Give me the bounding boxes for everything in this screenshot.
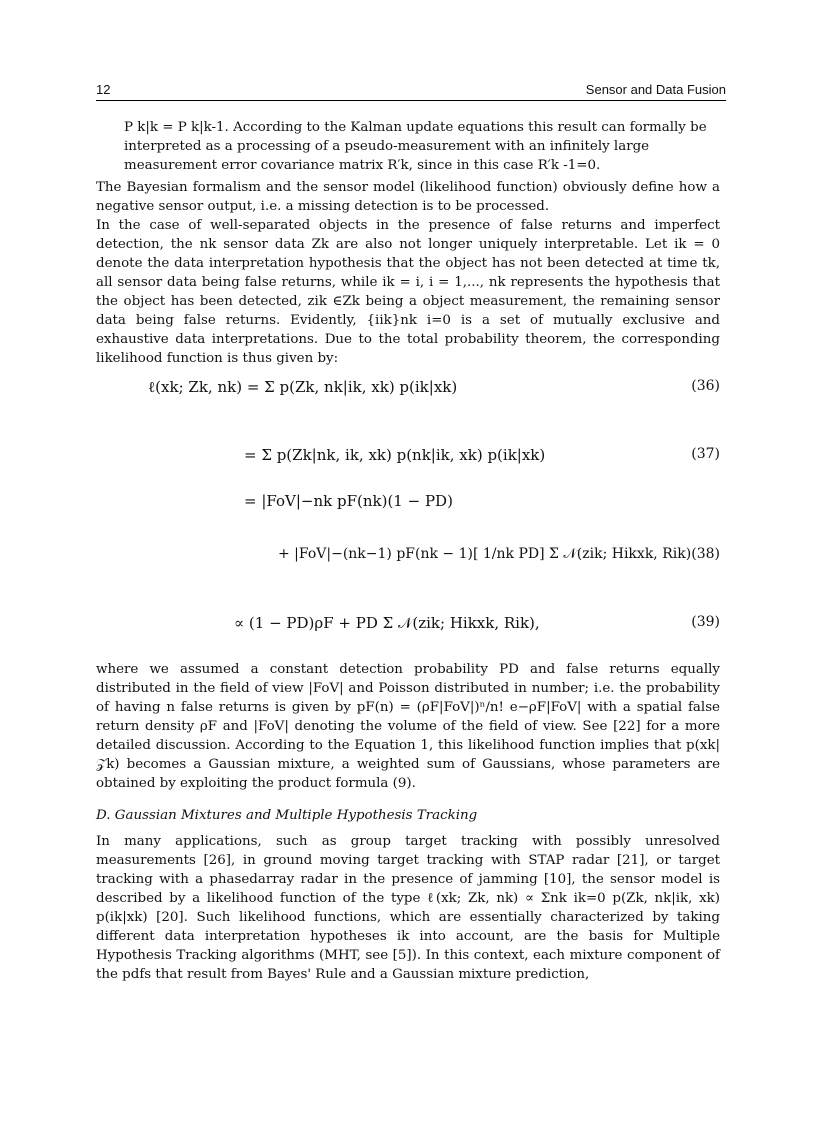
- equation-39-number: (39): [691, 614, 720, 630]
- equation-37-number: (37): [691, 446, 720, 462]
- page-number: 12: [96, 82, 111, 97]
- paragraph-1: The Bayesian formalism and the sensor model (likelihood function) obviously define how a negative sensor output, i.e. a missing detection is to be processed.: [96, 180, 720, 214]
- paragraph-2: In the case of well-separated objects in the presence of false returns and imperfect detection, the nk sensor data Zk are also not longer uniquely interpretable. Let ik = 0 denote the data interpretation hypothesis that the object has not been detected at time tk, all sensor data being false returns, while ik = i, i = 1,..., nk represents the hypothesis that the object has been detected, zik ∈Zk being a object measurement, the remaining sensor data being false returns. Evidently, {iik}nk i=0 is a set of mutually exclusive and exhaustive data interpretations. Due to the total probability theorem, the corresponding likelihood function is thus given by:: [96, 218, 720, 366]
- running-title: Sensor and Data Fusion: [585, 82, 726, 97]
- paragraph-3: where we assumed a constant detection probability PD and false returns equally distributed in the field of view |FoV| and Poisson distributed in number; i.e. the probability of having n false returns is given by pF(n) = (ρF|FoV|)ⁿ/n! e−ρF|FoV| with a spatial false return density ρF and |FoV| denoting the volume of the field of view. See [22] for a more detailed discussion. According to the Equation 1, this likelihood function implies that p(xk|𝒵k) becomes a Gaussian mixture, a weighted sum of Gaussians, whose parameters are obtained by exploiting the product formula (9).: [96, 662, 720, 791]
- paragraph-4: In many applications, such as group target tracking with possibly unresolved measurements [26], in ground moving target tracking with STAP radar [21], or target tracking with a phasedarray radar in the presence of jamming [10], the sensor model is described by a likelihood function of the type ℓ(xk; Zk, nk) ∝ Σnk ik=0 p(Zk, nk|ik, xk) p(ik|xk) [20]. Such likelihood functions, which are essentially characterized by taking different data interpretation hypotheses ik into account, are the basis for Multiple Hypothesis Tracking algorithms (MHT, see [5]). In this context, each mixture component of the pdfs that result from Bayes' Rule and a Gaussian mixture prediction,: [96, 834, 720, 982]
- page-header: [96, 80, 726, 101]
- equation-38-number: (38): [691, 546, 720, 562]
- section-heading: D. Gaussian Mixtures and Multiple Hypothesis Tracking: [96, 808, 478, 823]
- equation-36-number: (36): [691, 378, 720, 394]
- intro-line-3: measurement error covariance matrix R′k, since in this case R′k -1=0.: [124, 158, 601, 173]
- intro-line-2: interpreted as a processing of a pseudo-measurement with an infinitely large: [124, 139, 650, 154]
- intro-line-1: P k|k = P k|k-1. According to the Kalman update equations this result can formally be: [124, 120, 707, 135]
